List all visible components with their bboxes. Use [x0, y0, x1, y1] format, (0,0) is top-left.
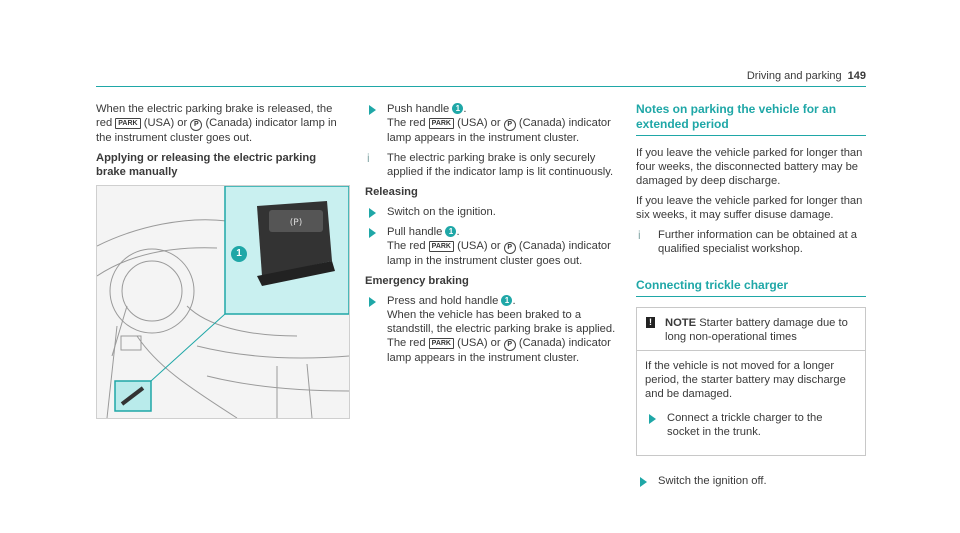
step-arrow-icon — [640, 477, 647, 487]
p-circle-icon: P — [190, 119, 202, 131]
callout-badge: 1 — [445, 226, 456, 237]
step-arrow-icon — [369, 208, 376, 218]
step-arrow-icon — [649, 414, 656, 424]
note-info: i The electric parking brake is only securely applied if the indicator lamp is lit continuously. — [367, 151, 614, 178]
column-2 — [365, 102, 617, 371]
warning-header — [637, 308, 865, 351]
warning-label: NOTE — [665, 317, 697, 329]
step-arrow-icon — [369, 228, 376, 238]
p-circle-icon: P — [504, 242, 516, 254]
info-icon: i — [638, 228, 641, 242]
subheading-releasing: Releasing — [365, 186, 418, 198]
park-icon: PARK — [429, 338, 454, 349]
parking-brake-figure — [96, 185, 350, 419]
running-header — [747, 70, 866, 82]
p-circle-icon: P — [504, 119, 516, 131]
subheading-emergency: Emergency braking — [365, 275, 469, 287]
header-rule — [96, 86, 866, 87]
heading-extended-parking: Notes on parking the vehicle for an extended period — [636, 102, 866, 136]
step-arrow-icon — [369, 297, 376, 307]
park-icon: PARK — [115, 118, 140, 129]
section-title: Driving and parking — [746, 70, 842, 82]
dashboard-illustration — [97, 186, 349, 418]
section-heading: Applying or releasing the electric parking brake manually — [96, 152, 317, 178]
callout-badge: 1 — [501, 295, 512, 306]
warning-box — [636, 307, 866, 456]
warning-body — [637, 351, 865, 455]
callout-badge: 1 — [231, 246, 247, 262]
intro-paragraph: When the electric parking brake is released, the red PARK (USA) or P (Canada) indicator lamp in the instrument cluster goes out. — [96, 103, 337, 144]
info-icon: i — [367, 151, 370, 165]
park-icon: PARK — [429, 241, 454, 252]
svg-text:(P): (P) — [289, 218, 303, 228]
warning-text: If the vehicle is not moved for a longer period, the starter battery may discharge and be damaged. — [645, 360, 846, 400]
p-circle-icon: P — [504, 339, 516, 351]
step-arrow-icon — [369, 105, 376, 115]
step-pull-handle: Pull handle 1 . The red PARK (USA) or P (Canada) indicator lamp in the instrument cluster goes out. — [365, 225, 617, 268]
note-info: i Further information can be obtained at a qualified specialist workshop. — [638, 228, 858, 255]
step-connect-charger: Connect a trickle charger to the socket in the trunk. — [645, 411, 857, 439]
step-push-handle: Push handle 1 . The red PARK (USA) or P (Canada) indicator lamp appears in the instrument cluster. — [365, 102, 617, 145]
park-icon: PARK — [429, 118, 454, 129]
warning-icon: ! — [646, 317, 655, 328]
paragraph-four-weeks: If you leave the vehicle parked for longer than four weeks, the disconnected battery may be damaged by deep discharge. — [636, 147, 863, 187]
warning-title: Starter battery damage due to long non-operational times — [665, 317, 848, 343]
step-switch-on: Switch on the ignition. — [365, 205, 617, 219]
page-number: 149 — [847, 70, 866, 82]
step-ignition-off: Switch the ignition off. — [636, 474, 866, 488]
callout-badge: 1 — [452, 103, 463, 114]
heading-trickle-charger: Connecting trickle charger — [636, 278, 866, 297]
paragraph-six-weeks: If you leave the vehicle parked for longer than six weeks, it may suffer disuse damage. — [636, 195, 863, 221]
step-press-hold: Press and hold handle 1 . When the vehicle has been braked to a standstill, the electric parking brake is applied. The red PARK (USA) or P (Canada) indicator lamp appears in the instrument cluster. — [365, 294, 617, 365]
column-3 — [636, 102, 866, 494]
